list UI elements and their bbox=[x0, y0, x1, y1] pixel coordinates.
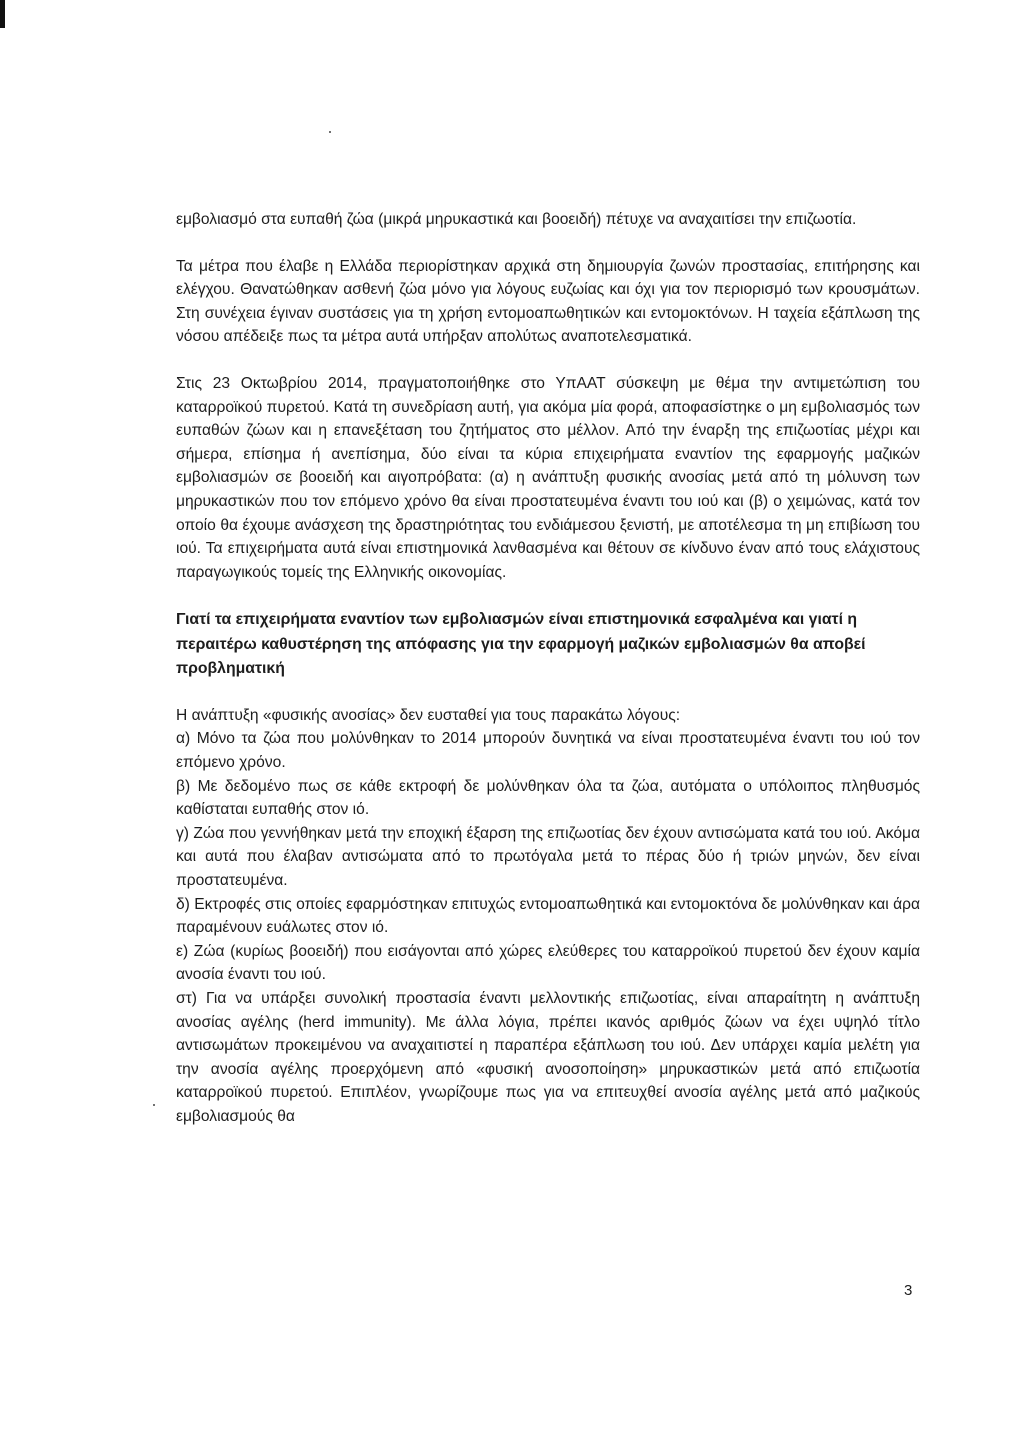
scan-speck bbox=[329, 131, 331, 133]
paragraph-greek-measures: Τα μέτρα που έλαβε η Ελλάδα περιορίστηκαν αρχικά στη δημιουργία ζωνών προστασίας, επιτήρησης και ελέγχου. Θανατώθηκαν ασθενή ζώα μόνο για λόγους ευζωίας και όχι για τον περιορισμό των κρουσμάτων. Στη συνέχεια έγιναν συστάσεις για τη χρήση εντομοαπωθητικών και εντομοκτόνων. Η ταχεία εξάπλωση της νόσου απέδειξε πως τα μέτρα αυτά υπήρξαν απολύτως αναποτελεσματικά. bbox=[176, 257, 920, 346]
reason-item-c: γ) Ζώα που γεννήθηκαν μετά την εποχική έξαρση της επιζωοτίας δεν έχουν αντισώματα κατά του ιού. Ακόμα και αυτά που έλαβαν αντισώματα από το πρωτόγαλα μετά το πέρας δύο ή τριών μηνών, δεν είναι προστατευμένα. bbox=[176, 824, 920, 889]
reason-item-d: δ) Εκτροφές στις οποίες εφαρμόστηκαν επιτυχώς εντομοαπωθητικά και εντομοκτόνα δε μολύνθηκαν και άρα παραμένουν ευάλωτες στον ιό. bbox=[176, 895, 920, 937]
scan-speck bbox=[153, 1104, 155, 1106]
reason-item-st: στ) Για να υπάρξει συνολική προστασία έναντι μελλοντικής επιζωοτίας, είναι απαραίτητη η ανάπτυξη ανοσίας αγέλης (herd immunity). Με άλλα λόγια, πρέπει ικανός αριθμός ζώων να έχει υψηλό τίτλο αντισωμάτων προκειμένου να αναχαιτιστεί η παραπέρα εξάπλωση του ιού. Δεν υπάρχει καμία μελέτη για την ανοσία αγέλης προερχόμενη από «φυσική ανοσοποίηση» μηρυκαστικών μετά από επιζωοτία καταρροϊκού πυρετού. Επιπλέον, γνωρίζουμε πως για να επιτευχθεί ανοσία αγέλης μετά από μαζικούς εμβολιασμούς θα bbox=[176, 989, 920, 1125]
paragraph-vaccination-success: εμβολιασμό στα ευπαθή ζώα (μικρά μηρυκαστικά και βοοειδή) πέτυχε να αναχαιτίσει την επιζωοτία. bbox=[176, 211, 857, 228]
paragraph-ministry-meeting: Στις 23 Οκτωβρίου 2014, πραγματοποιήθηκε στο ΥπΑΑΤ σύσκεψη με θέμα την αντιμετώπιση του καταρροϊκού πυρετού. Κατά τη συνεδρίαση αυτή, για ακόμα μία φορά, αποφασίστηκε ο μη εμβολιασμός των ευπαθών ζώων και η επανεξέταση του ζητήματος στο μέλλον. Από την έναρξη της επιζωοτίας μέχρι και σήμερα, επίσημα ή ανεπίσημα, δύο είναι τα κύρια επιχειρήματα εναντίον της εφαρμογής μαζικών εμβολιασμών σε βοοειδή και αιγοπρόβατα: (α) η ανάπτυξη φυσικής ανοσίας μετά από τη μόλυνση των μηρυκαστικών που τον επόμενο χρόνο θα είναι προστατευμένα έναντι του ιού και (β) ο χειμώνας, κατά τον οποίο θα έχουμε ανάσχεση της δραστηριότητας του ενδιάμεσου ξενιστή, με αποτέλεσμα τη μη επιβίωση του ιού. Τα επιχειρήματα αυτά είναι επιστημονικά λανθασμένα και θέτουν σε κίνδυνο έναν από τους ελάχιστους παραγωγικούς τομείς της Ελληνικής οικονομίας. bbox=[176, 374, 920, 581]
scan-edge-mark bbox=[0, 0, 5, 28]
document-body bbox=[176, 208, 920, 1129]
page-number: 3 bbox=[904, 1282, 913, 1299]
section-heading: Γιατί τα επιχειρήματα εναντίον των εμβολιασμών είναι επιστημονικά εσφαλμένα και γιατί η περαιτέρω καθυστέρηση της απόφασης για την εφαρμογή μαζικών εμβολιασμών θα αποβεί προβληματική bbox=[176, 611, 866, 678]
reason-item-a: α) Μόνο τα ζώα που μολύνθηκαν το 2014 μπορούν δυνητικά να είναι προστατευμένα έναντι του ιού τον επόμενο χρόνο. bbox=[176, 730, 920, 771]
reason-item-e: ε) Ζώα (κυρίως βοοειδή) που εισάγονται από χώρες ελεύθερες του καταρροϊκού πυρετού δεν έχουν καμία ανοσία έναντι του ιού. bbox=[176, 942, 920, 984]
reason-item-b: β) Με δεδομένο πως σε κάθε εκτροφή δε μολύνθηκαν όλα τα ζώα, αυτόματα ο υπόλοιπος πληθυσμός καθίσταται ευπαθής στον ιό. bbox=[176, 777, 920, 819]
reasons-intro: Η ανάπτυξη «φυσικής ανοσίας» δεν ευσταθεί για τους παρακάτω λόγους: bbox=[176, 706, 681, 724]
